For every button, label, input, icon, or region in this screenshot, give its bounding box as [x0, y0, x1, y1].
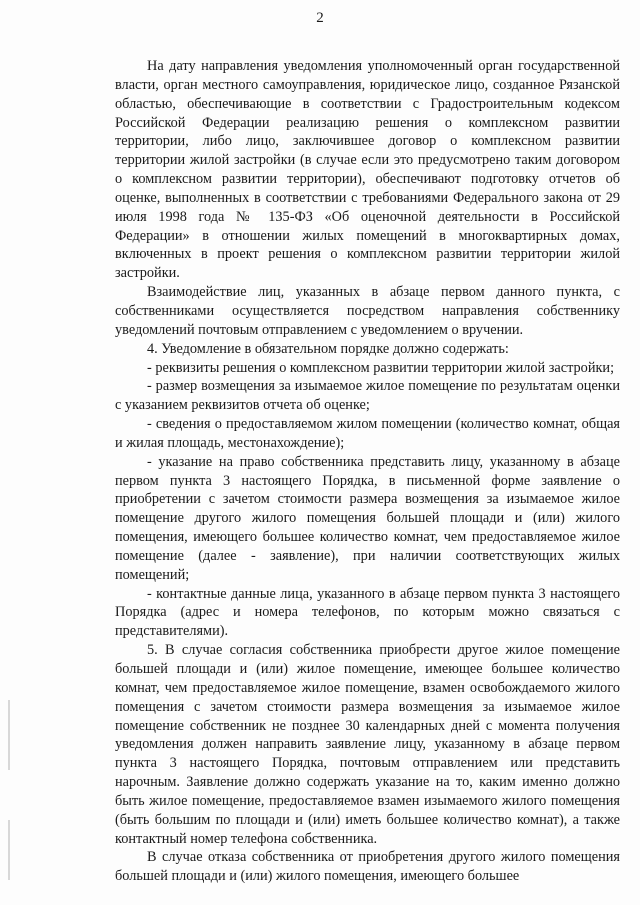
- paragraph: На дату направления уведомления уполномоченный орган государственной власти, орган местного самоуправления, юридическое лицо, созданное Рязанской областью, обеспечивающие в соответствии с Градостроительным кодексом Российской Федерации реализацию решения о комплексном развитии территории, либо лицо, заключившее договор о комплексном развитии территории жилой застройки (в случае если это предусмотрено таким договором о комплексном развитии территории), обеспечивают подготовку отчетов об оценке, выполненных в соответствии с требованиями Федерального закона от 29 июля 1998 года № 135-ФЗ «Об оценочной деятельности в Российской Федерации» в отношении жилых помещений в многоквартирных домах, включенных в проект решения о комплексном развитии территории жилой застройки.: [115, 58, 620, 282]
- paragraph: В случае отказа собственника от приобретения другого жилого помещения большей площади и (или) жилого помещения, имеющего большее: [115, 849, 620, 885]
- paragraph: 5. В случае согласия собственника приобрести другое жилое помещение большей площади и (или) жилое помещение, имеющее большее количество комнат, чем предоставляемое жилое помещение, взамен освобождаемого жилого помещения с зачетом стоимости размера возмещения за изымаемое жилое помещение собственник не позднее 30 календарных дней с момента получения уведомления должен направить заявление лицу, указанному в абзаце первом пункта 3 настоящего Порядка, почтовым отправлением или представить нарочным. Заявление должно содержать указание на то, каким именно должно быть жилое помещение, предоставляемое взамен изымаемого жилого помещения (быть большим по площади и (или) иметь большее количество комнат), а также контактный номер телефона собственника.: [115, 642, 620, 847]
- paragraph: - реквизиты решения о комплексном развитии территории жилой застройки;: [147, 359, 615, 376]
- paragraph: 4. Уведомление в обязательном порядке должно содержать:: [147, 340, 509, 357]
- scan-margin-artifact: [8, 820, 10, 880]
- scan-margin-artifact: [8, 700, 10, 770]
- paragraph: - указание на право собственника представить лицу, указанному в абзаце первом пункта 3 настоящего Порядка, в письменной форме заявление о приобретении с зачетом стоимости размера возмещения за изымаемое жилое помещение другого жилого помещения большей площади и (или) жилого помещения, имеющего большее количество комнат, чем предоставляемое жилое помещение (далее - заявление), при наличии соответствующих жилых помещений;: [115, 453, 620, 583]
- paragraph: - контактные данные лица, указанного в абзаце первом пункта 3 настоящего Порядка (адрес и номера телефонов, по которым можно связаться с представителями).: [115, 585, 620, 640]
- paragraph: - сведения о предоставляемом жилом помещении (количество комнат, общая и жилая площадь, местонахождение);: [115, 416, 620, 451]
- paragraph: - размер возмещения за изымаемое жилое помещение по результатам оценки с указанием реквизитов отчета об оценке;: [115, 378, 620, 414]
- document-body: [115, 57, 620, 886]
- page-number: 2: [316, 10, 324, 26]
- paragraph: Взаимодействие лиц, указанных в абзаце первом данного пункта, с собственниками осуществляется посредством направления собственнику уведомлений почтовым отправлением с уведомлением о вручении.: [115, 284, 620, 338]
